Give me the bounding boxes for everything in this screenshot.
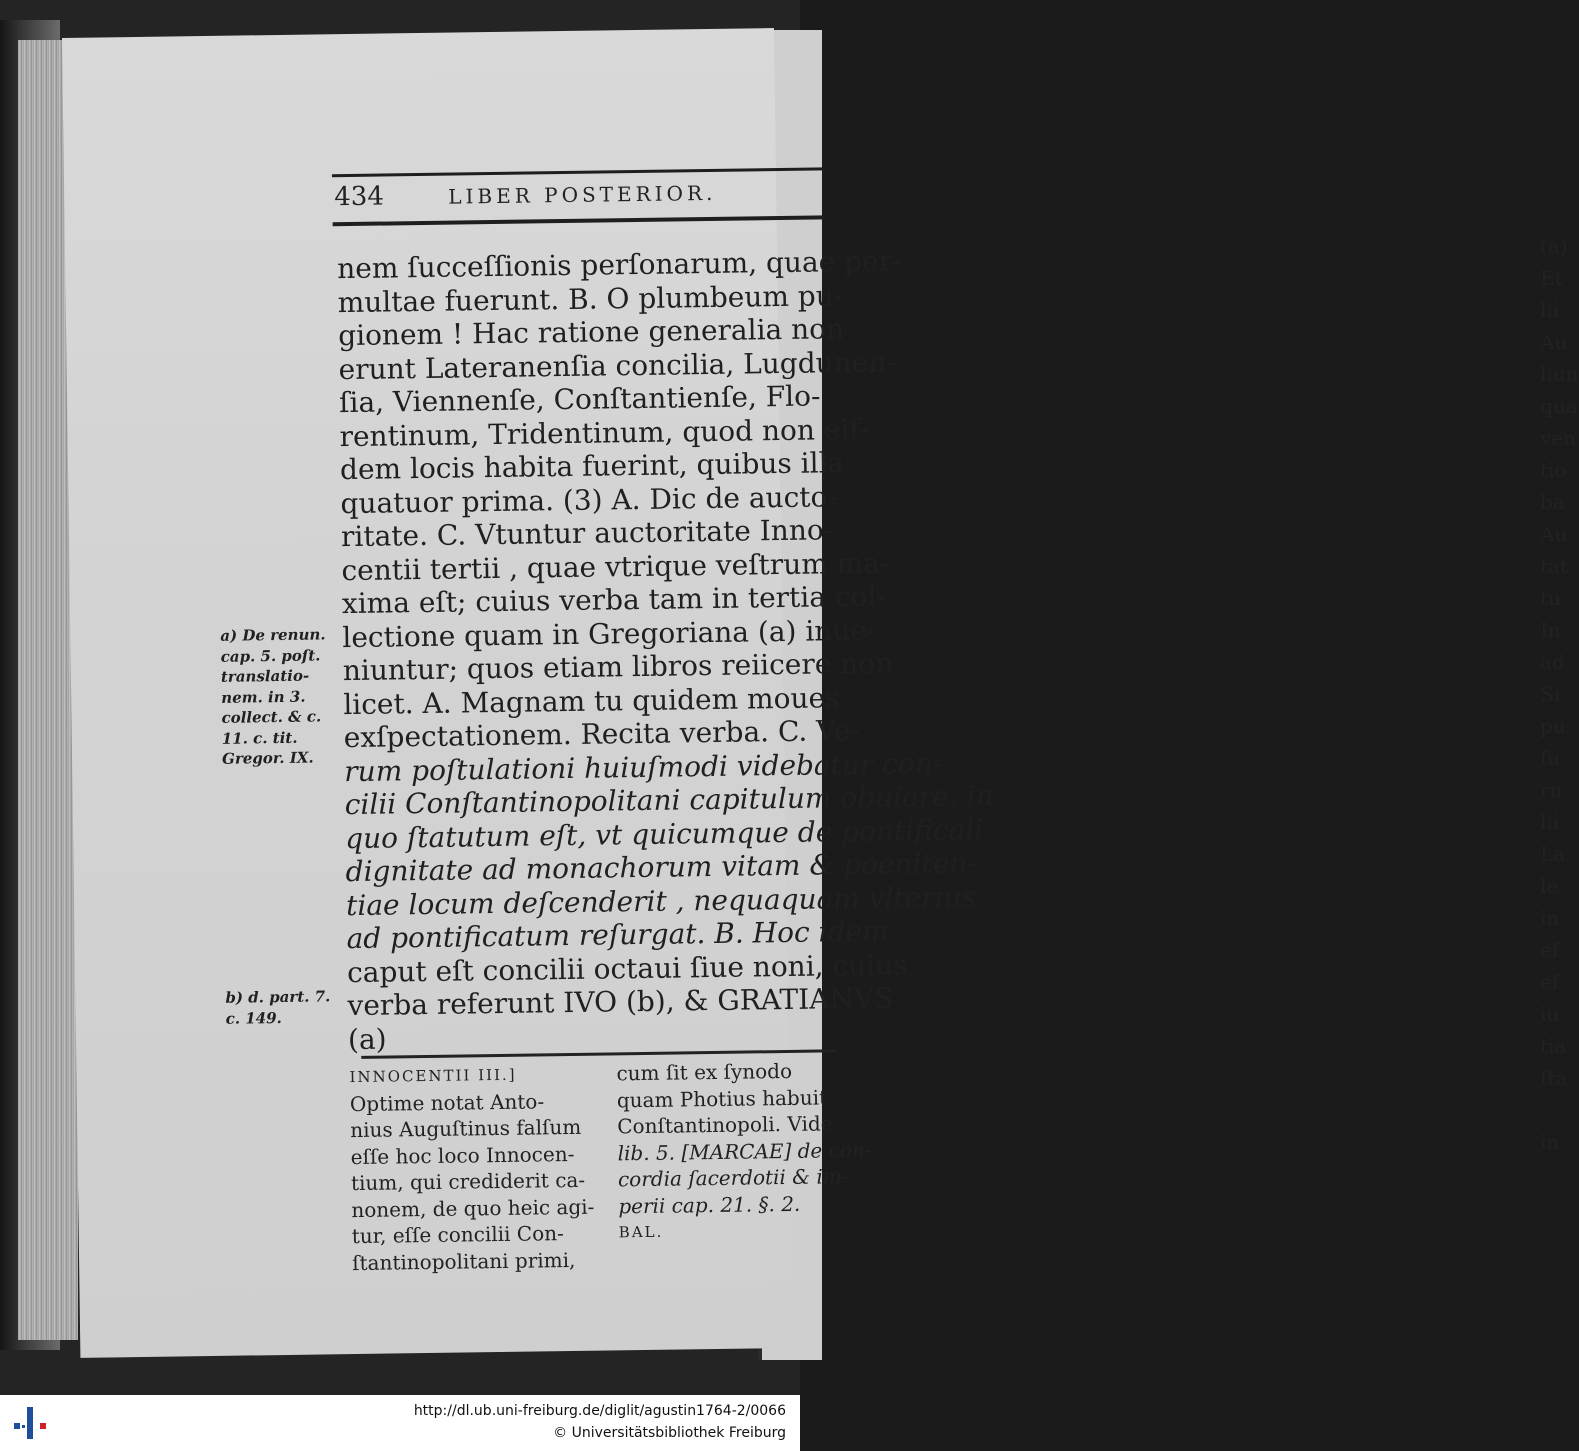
facing-page-fragment	[1540, 1094, 1579, 1126]
footnote-line: cum ſit ex ſynodo	[616, 1058, 793, 1086]
facing-page-fragment: eſ	[1540, 970, 1560, 994]
text-line: cilii Conſtantinopolitani capitulum obuiare, in	[344, 779, 994, 822]
margin-note-a	[220, 624, 342, 769]
facing-page-fragment: ad	[1540, 650, 1565, 674]
facing-page-fragment: Et	[1540, 266, 1563, 290]
footnote-line: lib. 5. [MARCAE] de con-	[617, 1137, 872, 1165]
footnote-line: BAL.	[618, 1222, 664, 1242]
text-line: niuntur; quos etiam libros reiicere non	[342, 646, 894, 688]
margin-note-line: 11. c. tit.	[221, 728, 298, 748]
footnote-line: ſtantinopolitani primi,	[351, 1247, 576, 1275]
text-line: exſpectationem. Recita verba. C. Ve-	[343, 713, 861, 755]
margin-note-line: cap. 5. poſt.	[220, 645, 321, 666]
facing-page-fragment: pu	[1540, 714, 1566, 738]
header-bottom-rule	[333, 215, 825, 226]
facing-page-fragment: In	[1540, 618, 1561, 642]
text-line: rum poſtulationi huiuſmodi videbatur con-	[344, 746, 943, 788]
text-line: tiae locum deſcenderit , nequaquam vlterius	[345, 879, 977, 922]
book-page	[62, 28, 994, 1358]
facing-page-fragment: (a)	[1540, 234, 1568, 258]
text-line: gionem ! Hac ratione generalia non	[337, 312, 845, 353]
facing-page-fragment: ven	[1540, 426, 1577, 450]
margin-note-line: nem. in 3.	[221, 687, 306, 707]
facing-page-fragment: eſ	[1540, 938, 1560, 962]
facing-page-fragment: in	[1540, 906, 1560, 930]
text-line: multae fuerunt. B. O plumbeum pu-	[337, 278, 844, 319]
facing-page-fragment: Au	[1540, 522, 1568, 546]
margin-note-line: Gregor. IX.	[221, 748, 314, 768]
text-line: erunt Lateranenſia concilia, Lugdunen-	[338, 344, 896, 386]
text-line: ſia, Viennenſe, Conſtantienſe, Flo-	[338, 379, 821, 420]
text-line: dem locis habita fuerint, quibus illa	[339, 446, 845, 487]
library-logo-icon	[10, 1403, 50, 1443]
text-line: quatuor prima. (3) A. Dic de aucto-	[340, 479, 838, 520]
margin-note-b	[225, 986, 346, 1029]
footnote-line: nonem, de quo heic agi-	[351, 1194, 595, 1222]
text-line: xima eſt; cuius verba tam in tertia col-	[341, 579, 887, 621]
text-line: nem ſucceſſionis perſonarum, quae per-	[337, 244, 902, 286]
margin-note-line: collect. & c.	[221, 707, 322, 727]
text-line: verba referunt IVO (b), & GRATIANVS	[347, 981, 894, 1023]
facing-page-fragment: tu	[1540, 586, 1561, 610]
text-line: quo ſtatutum eſt, vt quicumque de pontificali	[344, 812, 984, 855]
text-line: licet. A. Magnam tu quidem moues	[343, 680, 840, 721]
footnote-line: Conſtantinopoli. Vide	[617, 1111, 833, 1139]
facing-page-fragment: ſu	[1540, 746, 1561, 770]
facing-page-fragment: Si	[1540, 682, 1561, 706]
text-line: dignitate ad monachorum vitam & poeniten-	[345, 846, 978, 889]
footnote-line: tur, eſſe concilii Con-	[351, 1221, 564, 1249]
facing-page-fragment: tat	[1540, 554, 1568, 578]
text-line: rentinum, Tridentinum, quod non eiſ-	[339, 412, 870, 453]
copyright-notice: © Universitätsbibliothek Freiburg	[553, 1425, 786, 1441]
text-line: ad pontificatum reſurgat. B. Hoc idem	[346, 914, 889, 956]
footnote-line: eſſe hoc loco Innocen-	[350, 1141, 575, 1169]
facing-page-fragment: Au	[1540, 330, 1568, 354]
document-url-link[interactable]: http://dl.ub.uni-freiburg.de/diglit/agustin1764-2/0066	[413, 1403, 786, 1419]
running-title: LIBER POSTERIOR.	[448, 180, 717, 209]
text-line: centii tertii , quae vtrique veſtrum ma-	[341, 546, 890, 587]
footnote-line: quam Photius habuit	[616, 1084, 828, 1112]
footnote-line: perii cap. 21. §. 2.	[618, 1191, 801, 1218]
text-line: lectione quam in Gregoriana (a) inue-	[342, 613, 877, 654]
facing-page-fragment: La	[1540, 842, 1566, 866]
margin-note-line: c. 149.	[225, 1008, 282, 1028]
facing-page-fragment: ſta	[1540, 1066, 1568, 1090]
facing-page-fragment: liun	[1540, 362, 1579, 386]
facing-page-fragment: lii	[1540, 298, 1560, 322]
footnote-line: cordia ſacerdotii & im-	[617, 1164, 849, 1192]
viewer-footer	[0, 1395, 800, 1451]
margin-note-line: a) De renun.	[220, 625, 326, 645]
footnote-line: nius Auguſtinus falſum	[350, 1114, 582, 1143]
facing-page-fragment: le	[1540, 874, 1559, 898]
facing-page-fragment: ba	[1540, 490, 1565, 514]
page-number: 434	[334, 181, 385, 213]
text-line: caput eſt concilii octaui ſiue noni, cuius	[346, 947, 908, 989]
text-line: ritate. C. Vtuntur auctoritate Inno-	[340, 513, 834, 554]
facing-page-fragments	[1540, 230, 1579, 1158]
facing-page-fragment: tio	[1540, 458, 1567, 482]
header-top-rule	[332, 167, 824, 177]
footnote-left-column	[349, 1061, 602, 1276]
facing-page-fragment: iu	[1540, 1002, 1560, 1026]
margin-note-line: translatio-	[220, 666, 310, 686]
margin-note-line: b) d. part. 7.	[225, 987, 331, 1007]
facing-page-fragment: tia	[1540, 1034, 1567, 1058]
footnote-line: tium, qui crediderit ca-	[350, 1167, 586, 1196]
facing-page-fragment: ru	[1540, 778, 1563, 802]
footnote-right-column	[616, 1057, 872, 1246]
facing-page-fragment: qua	[1540, 394, 1578, 418]
footnote-line: Optime notat Anto-	[349, 1088, 545, 1116]
footnote-line: INNOCENTII III.]	[349, 1065, 517, 1087]
main-text	[337, 244, 994, 1056]
text-line: (a)	[347, 1022, 387, 1056]
facing-page-fragment: lii	[1540, 810, 1560, 834]
facing-page-fragment: in	[1540, 1130, 1560, 1154]
